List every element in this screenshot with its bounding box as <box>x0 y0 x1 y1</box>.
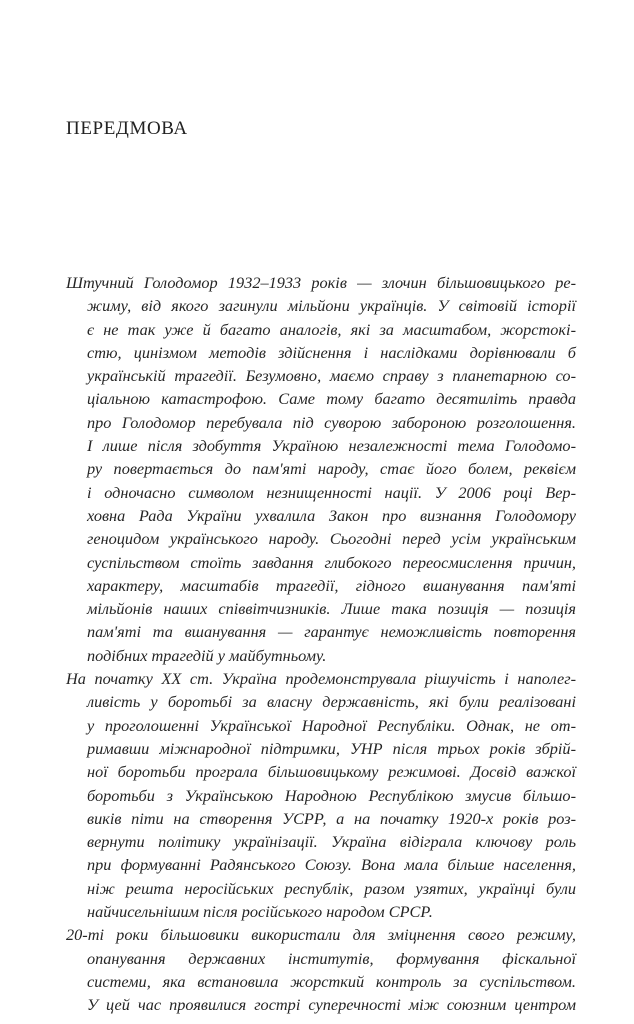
chapter-heading: ПЕРЕДМОВА <box>66 118 188 139</box>
paragraph-3 <box>66 923 576 1016</box>
body-text <box>66 271 576 1017</box>
text-line: найчисельнішим після російського народом СРСР. <box>87 902 433 922</box>
text-line: боротьби з Українською Народною Республікою змусив більшо- <box>87 785 576 805</box>
text-line: геноцидом українського народу. Сьогодні перед усім українським <box>87 529 576 549</box>
text-line: ніж решта неросійських республік, разом узятих, українці були <box>87 878 576 898</box>
text-line: І лише після здобуття Україною незалежності тема Голодомо- <box>87 436 576 456</box>
text-line: Штучний Голодомор 1932–1933 років — злочин більшовицького ре- <box>66 273 576 292</box>
text-line: про Голодомор перебувала під суворою забороною розголошення. <box>87 412 576 432</box>
text-line: римавши міжнародної підтримки, УНР після трьох років збрій- <box>87 738 576 758</box>
text-line: у проголошенні Української Народної Республіки. Однак, не от- <box>87 715 576 735</box>
text-line: виків піти на створення УСРР, а на початку 1920-х років роз- <box>87 808 576 828</box>
text-line: У цей час проявилися гострі суперечності між союзним центром <box>87 995 576 1015</box>
paragraph-1 <box>66 271 576 667</box>
text-line: ховна Рада України ухвалила Закон про визнання Голодомору <box>87 505 576 525</box>
text-line: і одночасно символом незнищенності нації. У 2006 році Вер- <box>87 482 576 502</box>
text-line: характеру, масштабів трагедії, гідного вшанування пам'яті <box>87 575 576 595</box>
text-line: суспільством стоїть завдання глибокого переосмислення причин, <box>87 552 576 572</box>
text-line: ної боротьби програла більшовицькому режимові. Досвід важкої <box>87 762 576 782</box>
text-line: мільйонів наших співвітчизників. Лише така позиція — позиція <box>87 599 576 619</box>
text-line: пам'яті та вшанування — гарантує неможливість повторення <box>87 622 576 642</box>
text-line: На початку ХХ ст. Україна продемонструвала рішучість і наполег- <box>66 669 576 689</box>
text-line: подібних трагедій у майбутньому. <box>87 645 327 665</box>
text-line: 20-ті роки більшовики використали для зміцнення свого режиму, <box>66 925 576 945</box>
text-line: при формуванні Радянського Союзу. Вона мала більше населення, <box>87 855 576 875</box>
text-line: стю, цинізмом методів здійснення і наслідками дорівнювали б <box>87 342 576 362</box>
text-line: ціальною катастрофою. Саме тому багато десятиліть правда <box>87 389 576 409</box>
text-line: опанування державних інститутів, формування фіскальної <box>87 948 576 968</box>
text-line: ливість у боротьбі за власну державність, які були реалізовані <box>87 692 576 712</box>
text-line: ру повертається до пам'яті народу, стає його болем, реквієм <box>87 459 576 479</box>
text-line: системи, яка встановила жорсткий контроль за суспільством. <box>87 971 576 991</box>
paragraph-2 <box>66 667 576 923</box>
text-line: вернути політику українізації. Україна відіграла ключову роль <box>87 832 576 852</box>
text-line: українській трагедії. Безумовно, маємо справу з планетарною со- <box>87 366 576 386</box>
text-line: є не так уже й багато аналогів, які за масштабом, жорстокі- <box>87 319 576 339</box>
text-line: жиму, від якого загинули мільйони українців. У світовій історії <box>87 296 576 316</box>
